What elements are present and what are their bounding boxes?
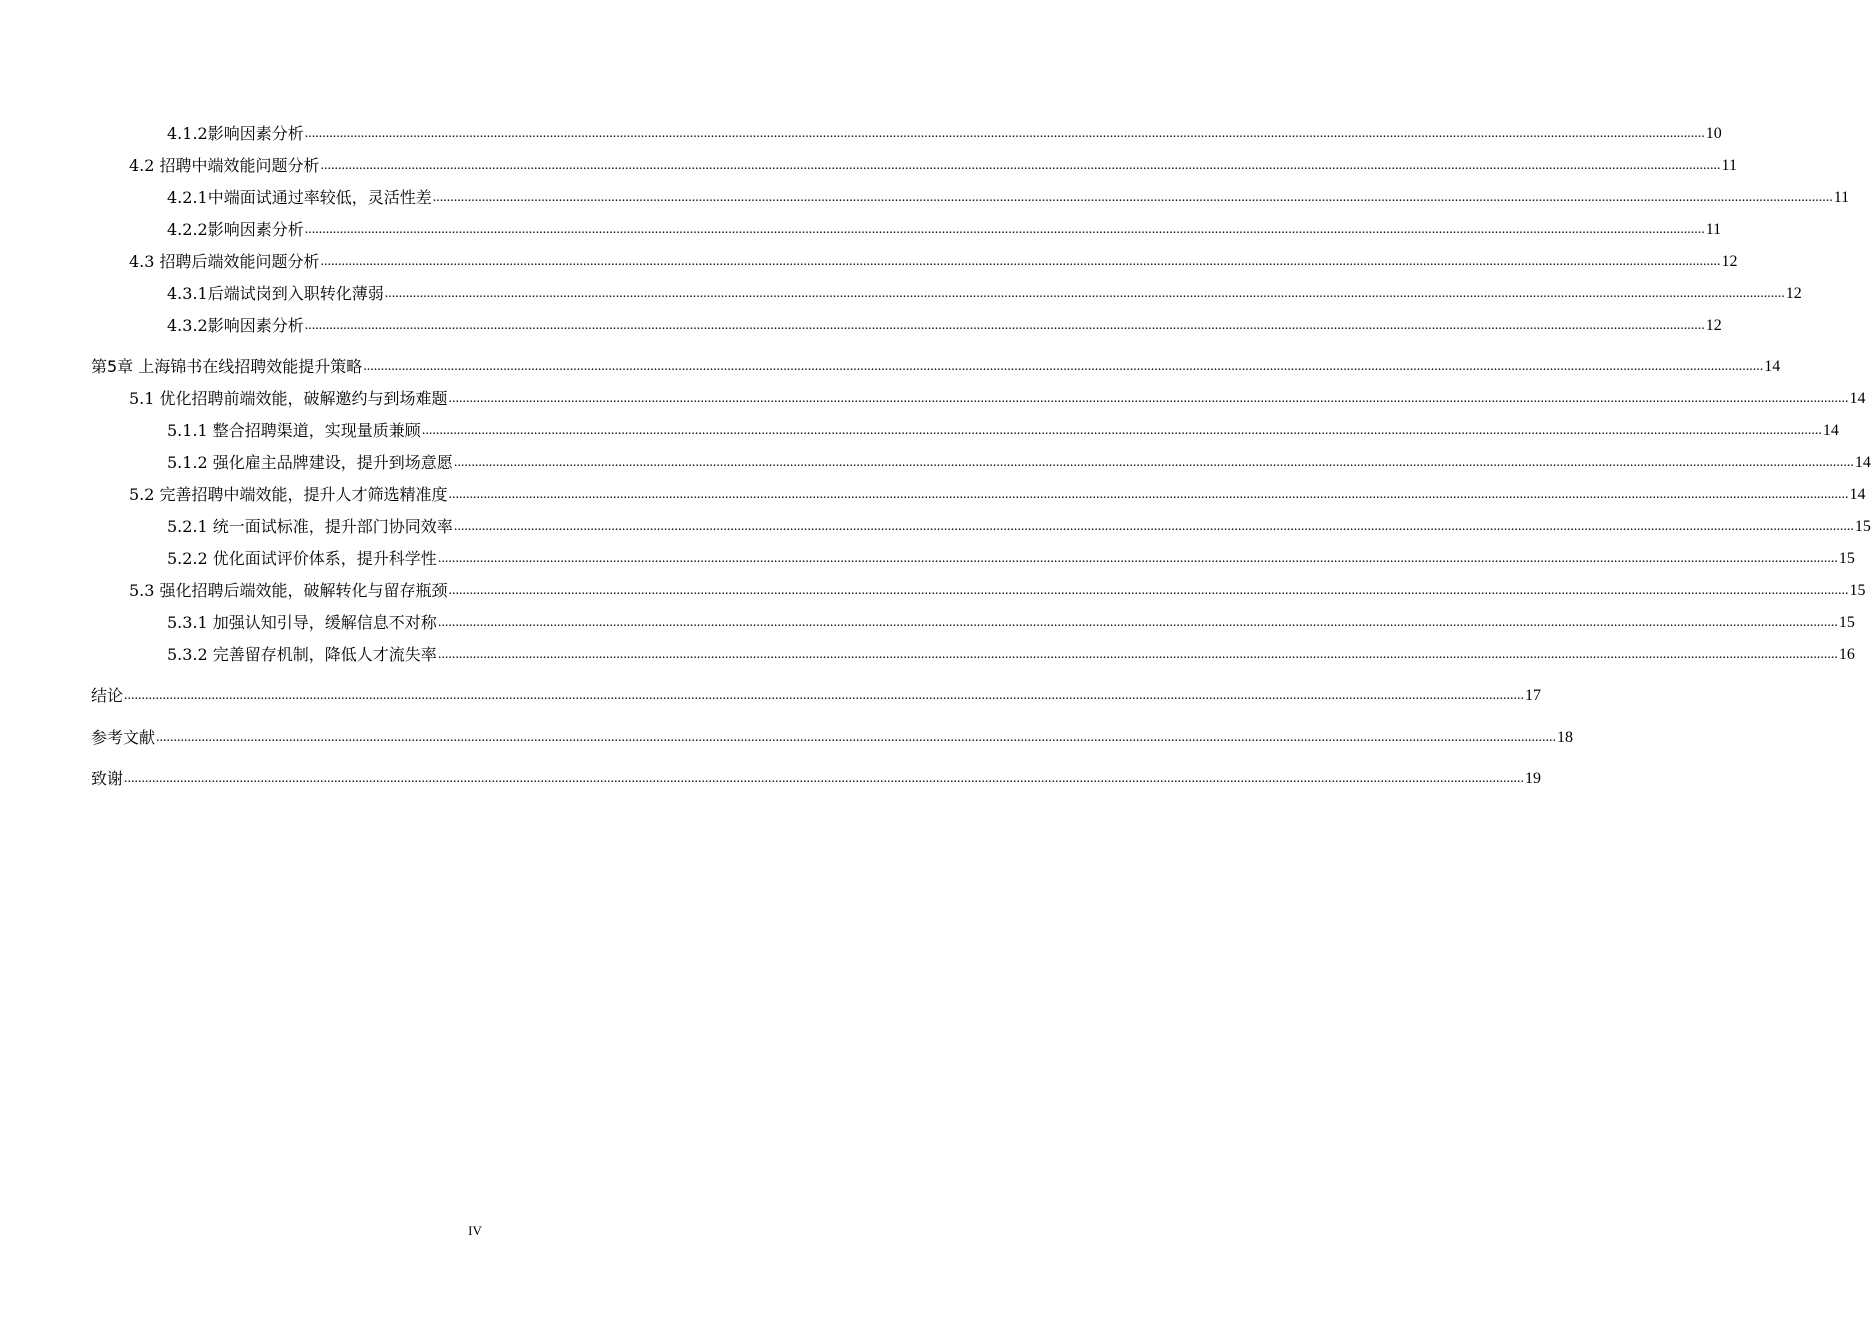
toc-leader-dots: ................................................................................................................................................................................................................................................................................................................................................................................................................ [437,647,1838,662]
toc-leader-dots: ................................................................................................................................................................................................................................................................................................................................................................................................................ [320,158,1721,173]
toc-entry-title: 4.3 招聘后端效能问题分析 [129,252,320,271]
toc-chapter-entry[interactable] [91,767,1542,789]
toc-entry[interactable] [129,579,1866,601]
toc-entry-page: 14 [1849,486,1866,503]
toc-leader-dots: ................................................................................................................................................................................................................................................................................................................................................................................................................ [304,222,1705,237]
toc-leader-dots: ................................................................................................................................................................................................................................................................................................................................................................................................................ [421,423,1822,438]
toc-entry-title: 4.3.2影响因素分析 [167,316,304,335]
toc-leader-dots: ................................................................................................................................................................................................................................................................................................................................................................................................................ [437,615,1838,630]
toc-entry[interactable] [167,218,1722,240]
toc-entry-page: 10 [1705,125,1722,142]
toc-entry-page: 12 [1721,253,1738,270]
toc-entry-title: 5.1.2 强化雇主品牌建设，提升到场意愿 [167,453,453,472]
toc-entry-page: 19 [1525,770,1542,787]
toc-entry-page: 14 [1822,422,1839,439]
toc-entry-title: 5.1 优化招聘前端效能，破解邀约与到场难题 [129,389,448,408]
toc-leader-dots: ................................................................................................................................................................................................................................................................................................................................................................................................................ [437,551,1838,566]
toc-entry[interactable] [167,451,1871,473]
toc-entry[interactable] [167,643,1855,665]
toc-leader-dots: ................................................................................................................................................................................................................................................................................................................................................................................................................ [453,455,1854,470]
toc-entry-page: 15 [1838,614,1855,631]
toc-entry-page: 14 [1854,454,1871,471]
toc-leader-dots: ................................................................................................................................................................................................................................................................................................................................................................................................................ [448,583,1849,598]
toc-entry[interactable] [167,419,1839,441]
toc-leader-dots: ................................................................................................................................................................................................................................................................................................................................................................................................................ [453,519,1854,534]
toc-leader-dots: ................................................................................................................................................................................................................................................................................................................................................................................................................ [432,190,1833,205]
toc-entry[interactable] [167,611,1855,633]
toc-entry[interactable] [167,515,1871,537]
toc-chapter-entry[interactable] [91,684,1542,706]
toc-entry-title: 4.3.1后端试岗到入职转化薄弱 [167,284,384,303]
toc-entry-title: 5.2 完善招聘中端效能，提升人才筛选精准度 [129,485,448,504]
toc-entry-page: 15 [1838,550,1855,567]
toc-entry[interactable] [167,186,1850,208]
toc-entry-page: 14 [1849,390,1866,407]
toc-entry-page: 17 [1525,687,1542,704]
toc-leader-dots: ................................................................................................................................................................................................................................................................................................................................................................................................................ [304,126,1705,141]
toc-entry-title: 5.3.2 完善留存机制，降低人才流失率 [167,645,437,664]
toc-entry-title: 5.2.2 优化面试评价体系，提升科学性 [167,549,437,568]
toc-entry[interactable] [167,314,1722,336]
toc-entry-title: 结论 [91,686,124,705]
toc-leader-dots: ................................................................................................................................................................................................................................................................................................................................................................................................................ [363,359,1764,374]
toc-entry[interactable] [167,122,1722,144]
toc-entry-page: 15 [1849,582,1866,599]
toc-entry-page: 14 [1764,358,1781,375]
toc-entry-title: 5.1.1 整合招聘渠道，实现量质兼顾 [167,421,421,440]
toc-entry-title: 4.1.2影响因素分析 [167,124,304,143]
toc-entry-page: 12 [1785,285,1802,302]
toc-leader-dots: ................................................................................................................................................................................................................................................................................................................................................................................................................ [384,286,1785,301]
toc-leader-dots: ................................................................................................................................................................................................................................................................................................................................................................................................................ [124,771,1525,786]
toc-entry-page: 15 [1854,518,1871,535]
toc-leader-dots: ................................................................................................................................................................................................................................................................................................................................................................................................................ [124,688,1525,703]
toc-entry-title: 参考文献 [91,728,156,747]
toc-entry-title: 5.3.1 加强认知引导，缓解信息不对称 [167,613,437,632]
toc-entry-title: 4.2 招聘中端效能问题分析 [129,156,320,175]
toc-entry[interactable] [167,547,1855,569]
toc-chapter-entry[interactable] [91,726,1574,748]
toc-entry-page: 16 [1838,646,1855,663]
toc-leader-dots: ................................................................................................................................................................................................................................................................................................................................................................................................................ [304,318,1705,333]
toc-leader-dots: ................................................................................................................................................................................................................................................................................................................................................................................................................ [156,730,1557,745]
toc-leader-dots: ................................................................................................................................................................................................................................................................................................................................................................................................................ [448,487,1849,502]
toc-entry-title: 5.3 强化招聘后端效能，破解转化与留存瓶颈 [129,581,448,600]
toc-entry-title: 4.2.2影响因素分析 [167,220,304,239]
page-number-footer: IV [468,1223,482,1238]
toc-entry[interactable] [129,250,1738,272]
toc-entry[interactable] [129,154,1737,176]
toc-entry[interactable] [129,483,1866,505]
toc-chapter-entry[interactable] [91,355,1781,377]
toc-entry-title: 致谢 [91,769,124,788]
toc-entry-title: 第5章 上海锦书在线招聘效能提升策略 [91,357,363,376]
toc-entry-page: 12 [1705,317,1722,334]
toc-entry[interactable] [129,387,1866,409]
toc-entry-page: 11 [1705,221,1722,238]
toc-entry[interactable] [167,282,1802,304]
toc-entry-title: 4.2.1中端面试通过率较低，灵活性差 [167,188,432,207]
toc-entry-page: 11 [1833,189,1850,206]
toc-leader-dots: ................................................................................................................................................................................................................................................................................................................................................................................................................ [448,391,1849,406]
toc-entry-page: 11 [1721,157,1737,174]
toc-leader-dots: ................................................................................................................................................................................................................................................................................................................................................................................................................ [320,254,1721,269]
toc-entry-title: 5.2.1 统一面试标准，提升部门协同效率 [167,517,453,536]
toc-entry-page: 18 [1557,729,1574,746]
